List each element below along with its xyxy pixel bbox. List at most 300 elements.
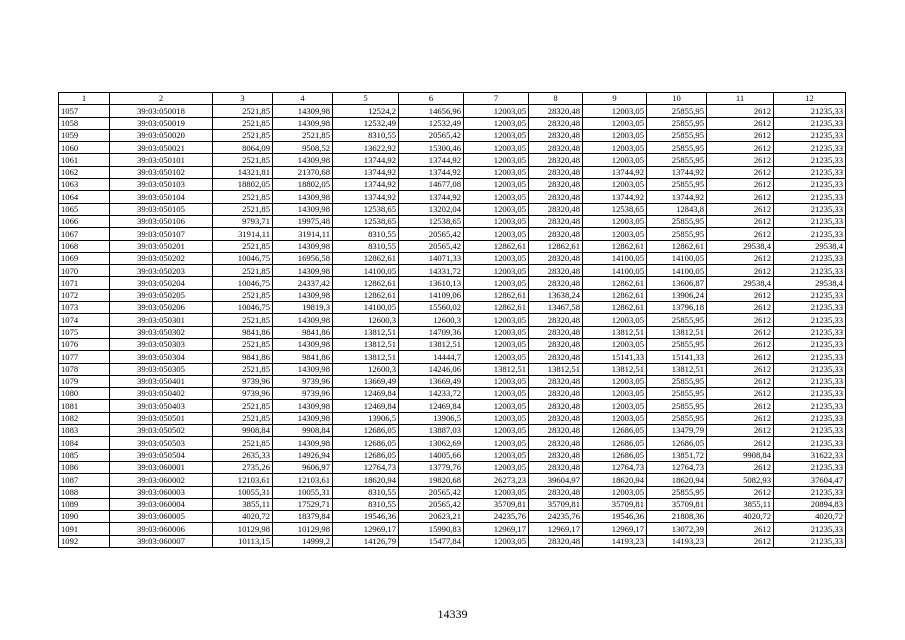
cadastral-code-cell: 39:03:060007: [110, 535, 213, 547]
table-row: [59, 289, 846, 301]
value-cell: 2612: [707, 388, 774, 400]
value-cell: 13606,87: [647, 277, 707, 289]
value-cell: 12686,05: [583, 425, 647, 437]
value-cell: 31914,11: [273, 228, 333, 240]
value-cell: 21808,36: [647, 511, 707, 523]
value-cell: 12003,05: [583, 105, 647, 117]
value-cell: 10129,98: [213, 523, 273, 535]
value-cell: 18379,84: [273, 511, 333, 523]
cadastral-code-cell: 39:03:050302: [110, 326, 213, 338]
value-cell: 10055,31: [213, 486, 273, 498]
header-cell: 6: [399, 93, 464, 105]
table-row: [59, 265, 846, 277]
value-cell: 2521,85: [213, 437, 273, 449]
value-cell: 12600,3: [333, 314, 399, 326]
value-cell: 9908,84: [213, 425, 273, 437]
value-cell: 37604,47: [774, 474, 846, 486]
value-cell: 2612: [707, 117, 774, 129]
value-cell: 21235,33: [774, 142, 846, 154]
value-cell: 28320,48: [529, 412, 583, 424]
header-cell: 4: [273, 93, 333, 105]
page-number: 14339: [437, 607, 468, 621]
value-cell: 12103,61: [273, 474, 333, 486]
value-cell: 10046,75: [213, 302, 273, 314]
value-cell: 12524,2: [333, 105, 399, 117]
value-cell: 25855,95: [647, 314, 707, 326]
value-cell: 2521,85: [213, 314, 273, 326]
value-cell: 17529,71: [273, 498, 333, 510]
row-number-cell: 1086: [59, 461, 110, 473]
value-cell: 21235,33: [774, 154, 846, 166]
value-cell: 25855,95: [647, 105, 707, 117]
value-cell: 12003,05: [464, 166, 529, 178]
value-cell: 14677,08: [399, 179, 464, 191]
value-cell: 21235,33: [774, 338, 846, 350]
value-cell: 12862,61: [529, 240, 583, 252]
value-cell: 12686,05: [333, 449, 399, 461]
value-cell: 3855,11: [213, 498, 273, 510]
value-cell: 9908,84: [707, 449, 774, 461]
value-cell: 19975,48: [273, 215, 333, 227]
row-number-cell: 1078: [59, 363, 110, 375]
row-number-cell: 1060: [59, 142, 110, 154]
value-cell: 28320,48: [529, 388, 583, 400]
row-number-cell: 1065: [59, 203, 110, 215]
value-cell: 12003,05: [464, 191, 529, 203]
value-cell: 12003,05: [464, 314, 529, 326]
row-number-cell: 1084: [59, 437, 110, 449]
value-cell: 28320,48: [529, 154, 583, 166]
value-cell: 21235,33: [774, 203, 846, 215]
value-cell: 12862,61: [333, 289, 399, 301]
cadastral-code-cell: 39:03:050303: [110, 338, 213, 350]
value-cell: 21235,33: [774, 400, 846, 412]
value-cell: 19546,36: [333, 511, 399, 523]
value-cell: 2521,85: [213, 129, 273, 141]
value-cell: 2612: [707, 302, 774, 314]
value-cell: 12003,05: [464, 351, 529, 363]
value-cell: 2612: [707, 412, 774, 424]
value-cell: 21235,33: [774, 437, 846, 449]
value-cell: 12469,84: [333, 388, 399, 400]
header-cell: 12: [774, 93, 846, 105]
value-cell: 8310,55: [333, 129, 399, 141]
data-table: [58, 92, 846, 548]
value-cell: 12532,49: [333, 117, 399, 129]
value-cell: 12862,61: [464, 240, 529, 252]
value-cell: 15300,46: [399, 142, 464, 154]
value-cell: 14309,98: [273, 191, 333, 203]
value-cell: 13812,51: [529, 363, 583, 375]
value-cell: 12003,05: [464, 461, 529, 473]
value-cell: 12862,61: [583, 302, 647, 314]
value-cell: 24235,76: [529, 511, 583, 523]
value-cell: 13779,76: [399, 461, 464, 473]
value-cell: 12686,05: [333, 437, 399, 449]
cadastral-code-cell: 39:03:050021: [110, 142, 213, 154]
value-cell: 12532,49: [399, 117, 464, 129]
value-cell: 14309,98: [273, 265, 333, 277]
value-cell: 14100,05: [583, 265, 647, 277]
value-cell: 14193,23: [583, 535, 647, 547]
cadastral-code-cell: 39:03:060006: [110, 523, 213, 535]
row-number-cell: 1070: [59, 265, 110, 277]
value-cell: 28320,48: [529, 179, 583, 191]
value-cell: 12969,17: [583, 523, 647, 535]
value-cell: 12003,05: [464, 228, 529, 240]
table-row: [59, 105, 846, 117]
value-cell: 28320,48: [529, 425, 583, 437]
table-row: [59, 203, 846, 215]
value-cell: 28320,48: [529, 326, 583, 338]
value-cell: 19546,36: [583, 511, 647, 523]
value-cell: 14331,72: [399, 265, 464, 277]
cadastral-code-cell: 39:03:050401: [110, 375, 213, 387]
value-cell: 2521,85: [213, 338, 273, 350]
value-cell: 12003,05: [464, 105, 529, 117]
value-cell: 2612: [707, 326, 774, 338]
value-cell: 21235,33: [774, 535, 846, 547]
table-row: [59, 437, 846, 449]
value-cell: 2612: [707, 437, 774, 449]
row-number-cell: 1075: [59, 326, 110, 338]
value-cell: 12003,05: [464, 277, 529, 289]
value-cell: 12003,05: [464, 449, 529, 461]
table-row: [59, 425, 846, 437]
value-cell: 12003,05: [464, 375, 529, 387]
header-cell: 9: [583, 93, 647, 105]
value-cell: 14309,98: [273, 338, 333, 350]
value-cell: 2521,85: [213, 191, 273, 203]
row-number-cell: 1087: [59, 474, 110, 486]
cadastral-code-cell: 39:03:050019: [110, 117, 213, 129]
row-number-cell: 1059: [59, 129, 110, 141]
value-cell: 13812,51: [583, 326, 647, 338]
table-row: [59, 215, 846, 227]
value-cell: 14309,98: [273, 363, 333, 375]
value-cell: 21235,33: [774, 461, 846, 473]
value-cell: 13072,39: [647, 523, 707, 535]
row-number-cell: 1074: [59, 314, 110, 326]
value-cell: 12003,05: [464, 326, 529, 338]
value-cell: 12969,17: [529, 523, 583, 535]
row-number-cell: 1072: [59, 289, 110, 301]
table-row: [59, 511, 846, 523]
value-cell: 13467,58: [529, 302, 583, 314]
value-cell: 14656,96: [399, 105, 464, 117]
cadastral-code-cell: 39:03:060004: [110, 498, 213, 510]
value-cell: 14246,06: [399, 363, 464, 375]
table-row: [59, 363, 846, 375]
value-cell: 25855,95: [647, 400, 707, 412]
cadastral-code-cell: 39:03:050202: [110, 252, 213, 264]
row-number-cell: 1064: [59, 191, 110, 203]
value-cell: 12003,05: [464, 425, 529, 437]
value-cell: 12003,05: [583, 117, 647, 129]
row-number-cell: 1091: [59, 523, 110, 535]
value-cell: 29538,4: [774, 277, 846, 289]
value-cell: 25855,95: [647, 215, 707, 227]
value-cell: 12862,61: [647, 240, 707, 252]
row-number-cell: 1062: [59, 166, 110, 178]
value-cell: 14309,98: [273, 437, 333, 449]
value-cell: 2612: [707, 363, 774, 375]
cadastral-code-cell: 39:03:050106: [110, 215, 213, 227]
value-cell: 12686,05: [647, 437, 707, 449]
row-number-cell: 1088: [59, 486, 110, 498]
value-cell: 21235,33: [774, 289, 846, 301]
value-cell: 13744,92: [333, 166, 399, 178]
cadastral-code-cell: 39:03:050102: [110, 166, 213, 178]
value-cell: 12862,61: [583, 240, 647, 252]
value-cell: 12862,61: [583, 289, 647, 301]
value-cell: 13812,51: [464, 363, 529, 375]
value-cell: 14100,05: [647, 265, 707, 277]
value-cell: 12003,05: [464, 154, 529, 166]
value-cell: 13744,92: [399, 166, 464, 178]
value-cell: 35709,81: [647, 498, 707, 510]
value-cell: 28320,48: [529, 437, 583, 449]
value-cell: 28320,48: [529, 338, 583, 350]
value-cell: 21235,33: [774, 375, 846, 387]
value-cell: 2521,85: [213, 412, 273, 424]
table-row: [59, 326, 846, 338]
value-cell: 8310,55: [333, 498, 399, 510]
value-cell: 4020,72: [774, 511, 846, 523]
value-cell: 21235,33: [774, 412, 846, 424]
table-row: [59, 302, 846, 314]
value-cell: 14321,81: [213, 166, 273, 178]
value-cell: 12600,3: [399, 314, 464, 326]
value-cell: 20623,21: [399, 511, 464, 523]
value-cell: 15141,33: [647, 351, 707, 363]
row-number-cell: 1058: [59, 117, 110, 129]
value-cell: 13812,51: [647, 363, 707, 375]
value-cell: 2521,85: [213, 363, 273, 375]
header-cell: 10: [647, 93, 707, 105]
cadastral-code-cell: 39:03:050201: [110, 240, 213, 252]
table-row: [59, 535, 846, 547]
value-cell: 2612: [707, 129, 774, 141]
cadastral-code-cell: 39:03:050205: [110, 289, 213, 301]
value-cell: 2521,85: [213, 117, 273, 129]
value-cell: 20565,42: [399, 486, 464, 498]
value-cell: 21235,33: [774, 105, 846, 117]
value-cell: 12538,65: [333, 203, 399, 215]
value-cell: 15477,84: [399, 535, 464, 547]
value-cell: 13744,92: [333, 154, 399, 166]
value-cell: 18802,05: [213, 179, 273, 191]
cadastral-code-cell: 39:03:050206: [110, 302, 213, 314]
value-cell: 9793,71: [213, 215, 273, 227]
value-cell: 21235,33: [774, 363, 846, 375]
row-number-cell: 1081: [59, 400, 110, 412]
cadastral-code-cell: 39:03:050107: [110, 228, 213, 240]
value-cell: 35709,81: [583, 498, 647, 510]
value-cell: 2612: [707, 351, 774, 363]
value-cell: 14109,06: [399, 289, 464, 301]
value-cell: 24235,76: [464, 511, 529, 523]
value-cell: 28320,48: [529, 375, 583, 387]
value-cell: 13744,92: [583, 191, 647, 203]
value-cell: 28320,48: [529, 351, 583, 363]
value-cell: 28320,48: [529, 228, 583, 240]
value-cell: 31914,11: [213, 228, 273, 240]
value-cell: 2612: [707, 105, 774, 117]
value-cell: 2612: [707, 523, 774, 535]
value-cell: 2612: [707, 486, 774, 498]
value-cell: 12469,84: [399, 400, 464, 412]
cadastral-code-cell: 39:03:060002: [110, 474, 213, 486]
value-cell: 29538,4: [707, 277, 774, 289]
value-cell: 21235,33: [774, 166, 846, 178]
value-cell: 9508,52: [273, 142, 333, 154]
value-cell: 2612: [707, 338, 774, 350]
value-cell: 21235,33: [774, 523, 846, 535]
value-cell: 13744,92: [333, 179, 399, 191]
value-cell: 18802,05: [273, 179, 333, 191]
value-cell: 12686,05: [333, 425, 399, 437]
value-cell: 26273,23: [464, 474, 529, 486]
value-cell: 14100,05: [333, 265, 399, 277]
value-cell: 28320,48: [529, 117, 583, 129]
value-cell: 14309,98: [273, 400, 333, 412]
value-cell: 14309,98: [273, 314, 333, 326]
value-cell: 9841,86: [273, 326, 333, 338]
value-cell: 12862,61: [333, 252, 399, 264]
value-cell: 2521,85: [213, 105, 273, 117]
value-cell: 15990,83: [399, 523, 464, 535]
value-cell: 21235,33: [774, 326, 846, 338]
row-number-cell: 1079: [59, 375, 110, 387]
table-row: [59, 191, 846, 203]
cadastral-code-cell: 39:03:050502: [110, 425, 213, 437]
table-row: [59, 400, 846, 412]
value-cell: 28320,48: [529, 215, 583, 227]
cadastral-code-cell: 39:03:050504: [110, 449, 213, 461]
value-cell: 18620,94: [583, 474, 647, 486]
value-cell: 9739,96: [273, 388, 333, 400]
value-cell: 12003,05: [464, 142, 529, 154]
value-cell: 12003,05: [583, 412, 647, 424]
value-cell: 2612: [707, 314, 774, 326]
value-cell: 14999,2: [273, 535, 333, 547]
cadastral-code-cell: 39:03:050403: [110, 400, 213, 412]
value-cell: 25855,95: [647, 117, 707, 129]
value-cell: 13812,51: [583, 363, 647, 375]
value-cell: 13669,49: [333, 375, 399, 387]
table-row: [59, 412, 846, 424]
cadastral-code-cell: 39:03:060001: [110, 461, 213, 473]
value-cell: 19819,3: [273, 302, 333, 314]
cadastral-code-cell: 39:03:050020: [110, 129, 213, 141]
row-number-cell: 1071: [59, 277, 110, 289]
value-cell: 12538,65: [399, 215, 464, 227]
value-cell: 25855,95: [647, 338, 707, 350]
row-number-cell: 1073: [59, 302, 110, 314]
value-cell: 14071,33: [399, 252, 464, 264]
header-cell: 7: [464, 93, 529, 105]
table-row: [59, 375, 846, 387]
value-cell: 12003,05: [464, 129, 529, 141]
value-cell: 16956,58: [273, 252, 333, 264]
value-cell: 4020,72: [213, 511, 273, 523]
row-number-cell: 1057: [59, 105, 110, 117]
row-number-cell: 1085: [59, 449, 110, 461]
table-row: [59, 486, 846, 498]
value-cell: 3855,11: [707, 498, 774, 510]
value-cell: 14126,79: [333, 535, 399, 547]
cadastral-code-cell: 39:03:050204: [110, 277, 213, 289]
value-cell: 21370,68: [273, 166, 333, 178]
value-cell: 13669,49: [399, 375, 464, 387]
value-cell: 28320,48: [529, 535, 583, 547]
value-cell: 14233,72: [399, 388, 464, 400]
header-cell: 5: [333, 93, 399, 105]
cadastral-code-cell: 39:03:050104: [110, 191, 213, 203]
value-cell: 28320,48: [529, 203, 583, 215]
value-cell: 9841,86: [213, 326, 273, 338]
row-number-cell: 1076: [59, 338, 110, 350]
value-cell: 13744,92: [647, 191, 707, 203]
value-cell: 2735,26: [213, 461, 273, 473]
value-cell: 21235,33: [774, 191, 846, 203]
value-cell: 28320,48: [529, 142, 583, 154]
value-cell: 21235,33: [774, 486, 846, 498]
value-cell: 21235,33: [774, 129, 846, 141]
value-cell: 28320,48: [529, 314, 583, 326]
value-cell: 20565,42: [399, 129, 464, 141]
value-cell: 21235,33: [774, 265, 846, 277]
value-cell: 12969,17: [464, 523, 529, 535]
table-row: [59, 252, 846, 264]
value-cell: 14309,98: [273, 117, 333, 129]
value-cell: 2612: [707, 375, 774, 387]
value-cell: 13851,72: [647, 449, 707, 461]
value-cell: 14100,05: [647, 252, 707, 264]
value-cell: 20565,42: [399, 228, 464, 240]
value-cell: 25855,95: [647, 142, 707, 154]
value-cell: 9841,86: [273, 351, 333, 363]
value-cell: 10129,98: [273, 523, 333, 535]
value-cell: 14100,05: [583, 252, 647, 264]
value-cell: 10046,75: [213, 252, 273, 264]
value-cell: 12764,73: [647, 461, 707, 473]
value-cell: 12003,05: [583, 142, 647, 154]
value-cell: 12003,05: [583, 388, 647, 400]
value-cell: 2612: [707, 252, 774, 264]
value-cell: 2612: [707, 289, 774, 301]
value-cell: 13062,69: [399, 437, 464, 449]
value-cell: 29538,4: [774, 240, 846, 252]
value-cell: 21235,33: [774, 425, 846, 437]
table-row: [59, 142, 846, 154]
table-row: [59, 523, 846, 535]
value-cell: 13812,51: [647, 326, 707, 338]
table-row: [59, 314, 846, 326]
value-cell: 12686,05: [583, 437, 647, 449]
header-cell: 2: [110, 93, 213, 105]
value-cell: 18620,94: [647, 474, 707, 486]
row-number-cell: 1083: [59, 425, 110, 437]
cadastral-code-cell: 39:03:050105: [110, 203, 213, 215]
value-cell: 25855,95: [647, 375, 707, 387]
value-cell: 13638,24: [529, 289, 583, 301]
value-cell: 13906,24: [647, 289, 707, 301]
value-cell: 12686,05: [583, 449, 647, 461]
cadastral-code-cell: 39:03:060003: [110, 486, 213, 498]
value-cell: 13812,51: [333, 351, 399, 363]
